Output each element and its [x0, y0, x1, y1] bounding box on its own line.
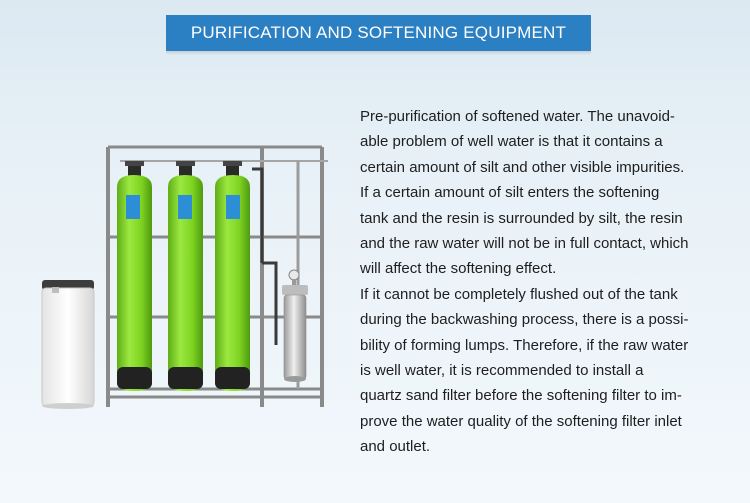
description-line: prove the water quality of the softening filter inlet [360, 412, 682, 430]
description-line: tank and the resin is surrounded by silt, the resin [360, 209, 683, 227]
water-softener-equipment-icon [30, 135, 340, 415]
description-line: and outlet. [360, 438, 431, 456]
softener-tank-2 [168, 161, 203, 391]
description-line: If it cannot be completely flushed out of the tank [360, 285, 678, 303]
description-line: will affect the softening effect. [360, 260, 557, 278]
description-line: able problem of well water is that it contains a [360, 133, 663, 151]
description-text [360, 104, 722, 460]
description-line: If a certain amount of silt enters the softening [360, 184, 660, 202]
description-line: Pre-purification of softened water. The unavoid- [360, 108, 675, 125]
section-title-banner [166, 15, 591, 51]
description-line: and the raw water will not be in full contact, which [360, 235, 689, 253]
description-line: certain amount of silt and other visible impurities. [360, 158, 685, 176]
description-line: bility of forming lumps. Therefore, if the raw water [360, 336, 689, 354]
softener-tank-3 [215, 161, 250, 391]
softener-tank-1 [117, 161, 152, 391]
cartridge-filter [282, 270, 308, 382]
description-line: is well water, it is recommended to install a [360, 362, 644, 380]
description-line: quartz sand filter before the softening filter to im- [360, 387, 682, 405]
banner-shadow [166, 51, 591, 55]
section-title: PURIFICATION AND SOFTENING EQUIPMENT [190, 23, 567, 42]
description-line: during the backwashing process, there is a possi- [360, 311, 689, 329]
brine-tank [42, 280, 94, 409]
